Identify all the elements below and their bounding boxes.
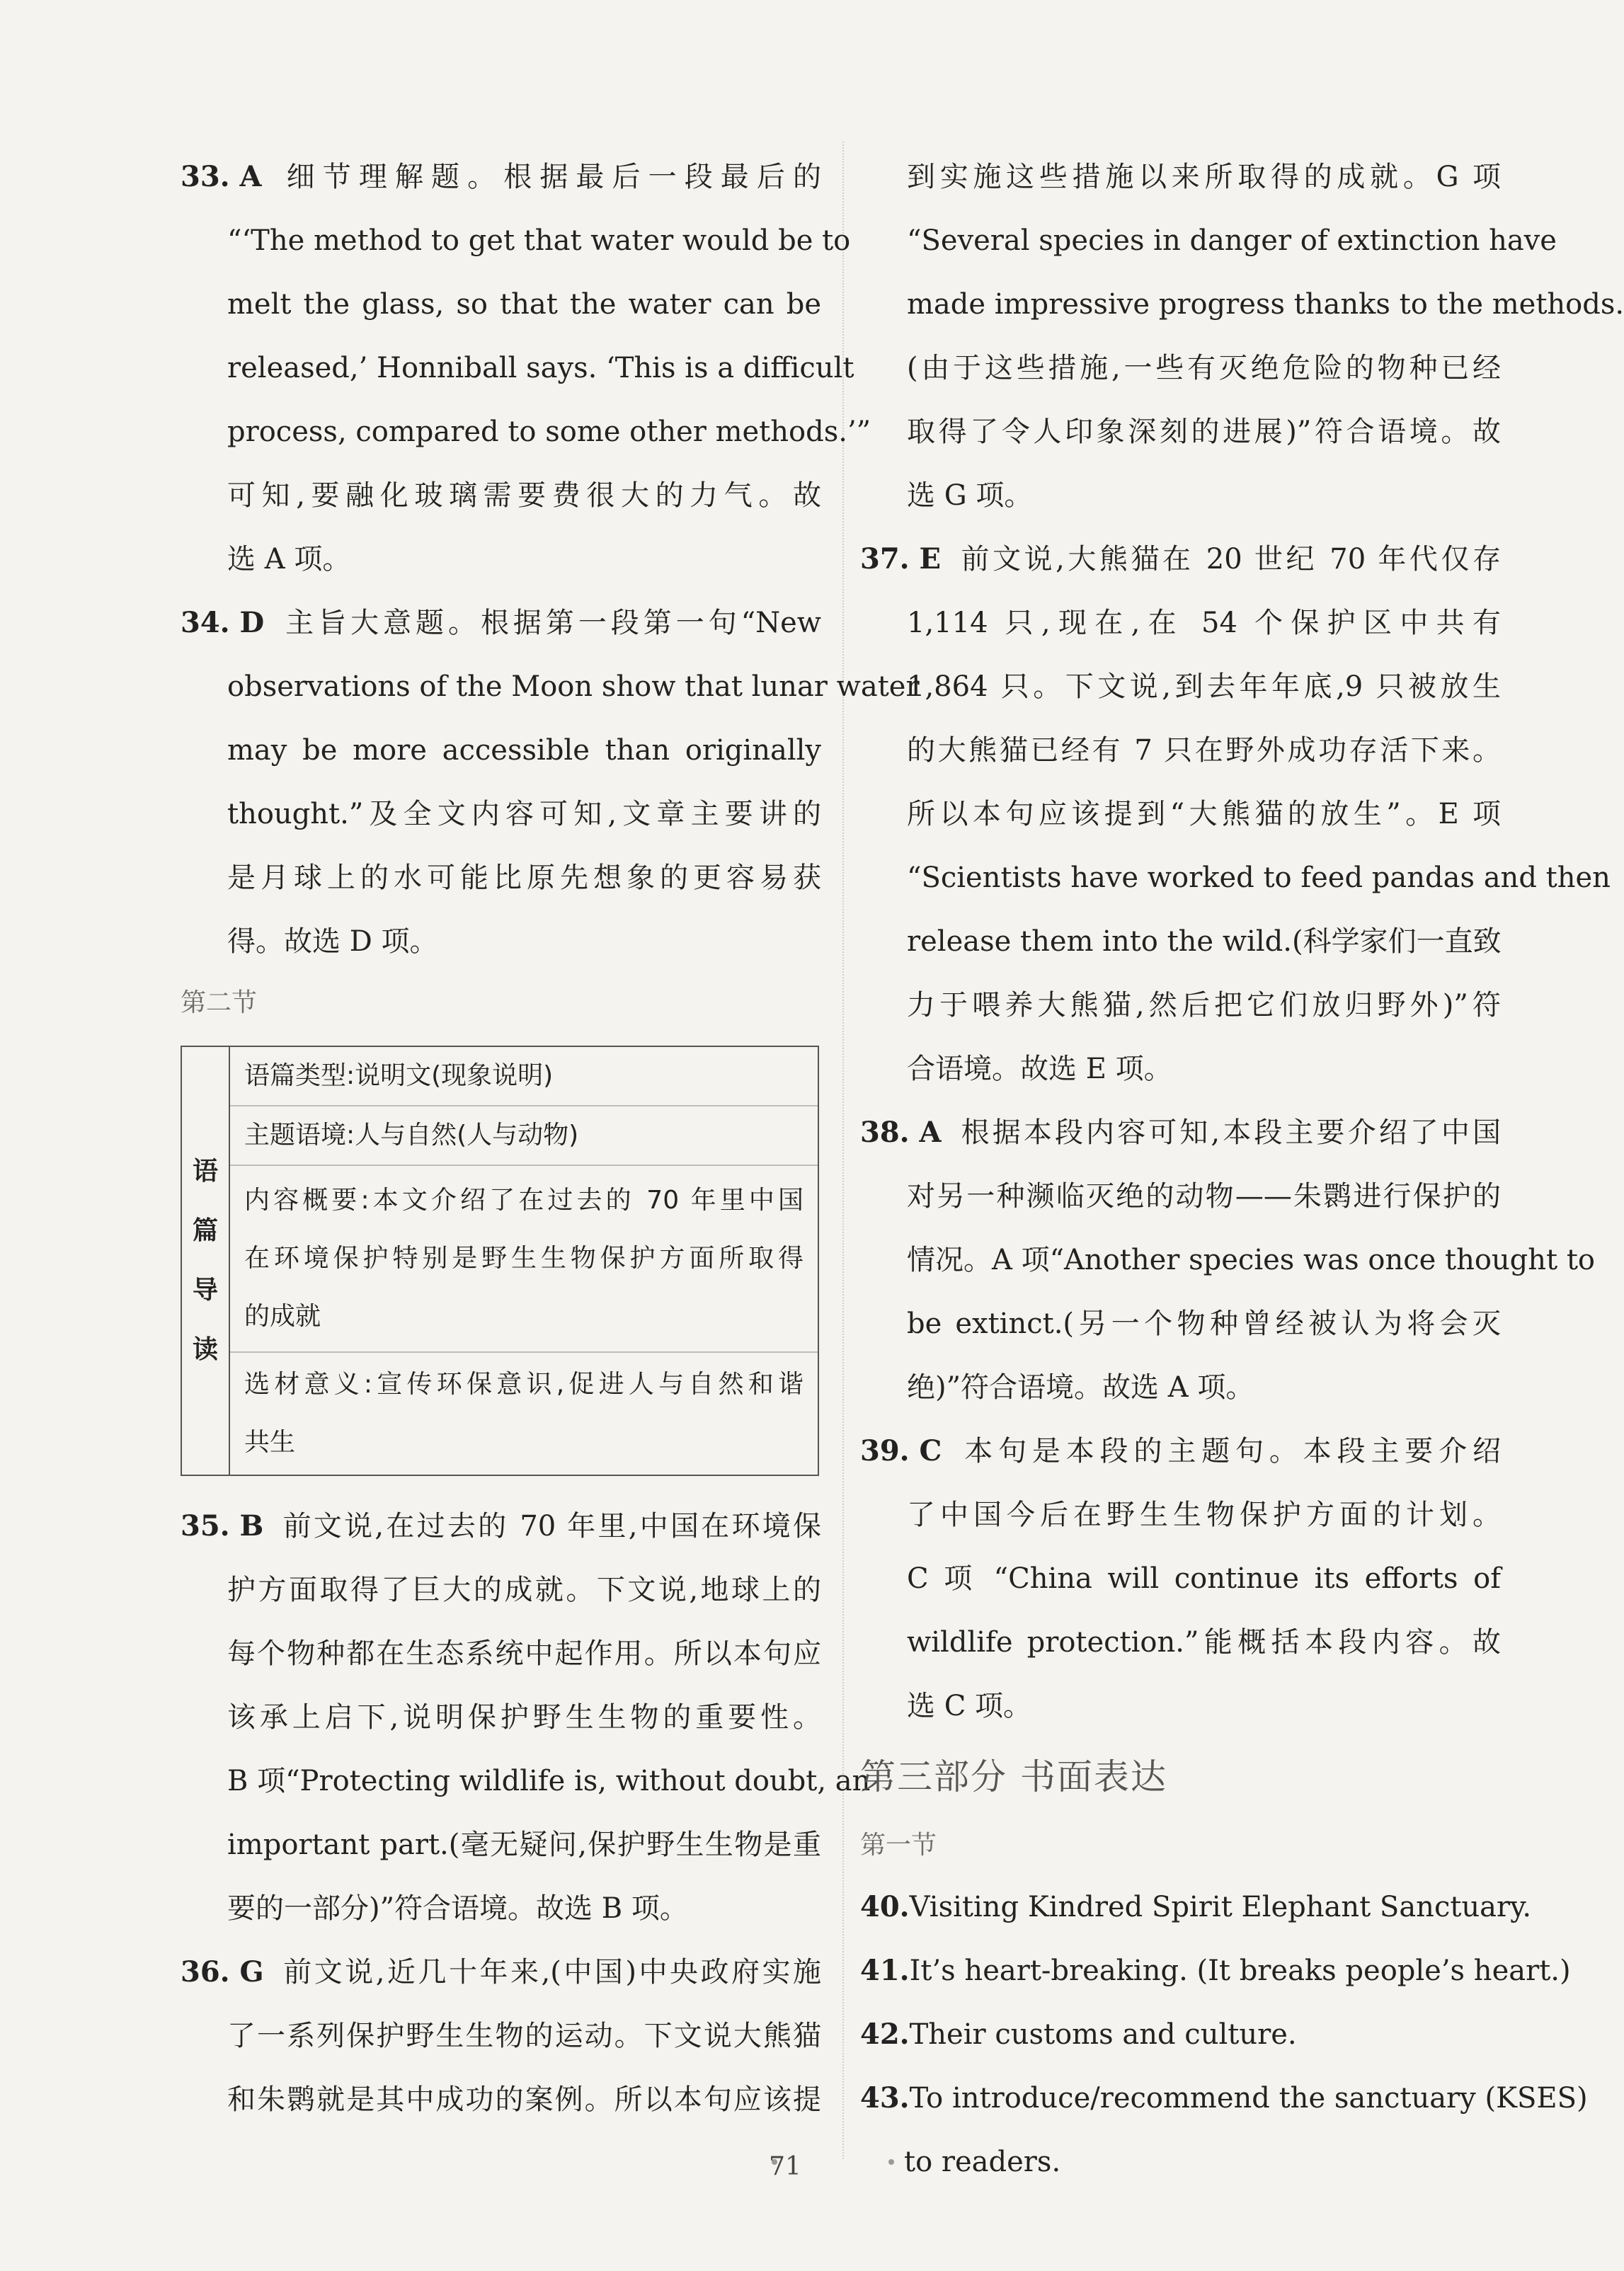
section-heading-2: 第二节 [181, 988, 258, 1017]
answer-36: 36. G 前文说,近几十年来,(中国)中央政府实施 了一系列保护野生生物的运动。下文说大熊猫 和朱鹮就是其中成功的案例。所以本句应该提 [181, 1955, 821, 2116]
answer-39: 39. C 本句是本段的主题句。本段主要介绍 了中国今后在野生生物保护方面的计划。 C 项 “China will continue its efforts of wildlife protection.”能概括本段内容。故 选 C 项。 [860, 1434, 1501, 1722]
reading-guide-table [181, 1046, 819, 1476]
answer-36-continued: 到实施这些措施以来所取得的成就。G 项 “Several species in danger of extinction have made impressive progress thanks to the methods. (由于这些措施,一些有灭绝危险的物种已经 取得了令人印象深刻的进展)”符合语境。故 选 G 项。 [907, 161, 1624, 512]
guide-row-summary: 内容概要:本文介绍了在过去的 70 年里中国 在环境保护特别是野生生物保护方面所取得 的成就 [230, 1166, 818, 1353]
answer-43: 43.To introduce/recommend the sanctuary (KSES) [860, 2081, 1588, 2115]
guide-row-type: 语篇类型:说明文(现象说明) [230, 1047, 818, 1106]
answer-34: 34. D 主旨大意题。根据第一段第一句“New observations of the Moon show that lunar water may be more accessible than originally thought.”及全文内容可知,文章主要讲的 是月球上的水可能比原先想象的更容易获 得。故选 D 项。 [181, 606, 920, 958]
guide-row-theme: 主题语境:人与自然(人与动物) [230, 1106, 818, 1166]
guide-row-significance: 选材意义:宣传环保意识,促进人与自然和谐 共生 [244, 1370, 804, 1457]
page-number: 71 [769, 2152, 801, 2181]
answer-40: 40.Visiting Kindred Spirit Elephant Sanctuary. [860, 1890, 1532, 1923]
writing-answers: 40.Visiting Kindred Spirit Elephant Sanctuary. 41.It’s heart-breaking. (It breaks people’s heart.) 42.Their customs and culture. 43.To introduce/recommend the sanctuary (KSES) to readers. [860, 1875, 1501, 2194]
section-heading-1: 第一节 [860, 1831, 937, 1860]
right-column [860, 145, 1624, 2194]
answer-37: 37. E 前文说,大熊猫在 20 世纪 70 年代仅存 1,114 只,现在,在 54 个保护区中共有 1,864 只。下文说,到去年年底,9 只被放生 的大熊猫已经有 7 只在野外成功存活下来。 所以本句应该提到“大熊猫的放生”。E 项 “Scientists have worked to feed pandas and then release them into the wild.(科学家们一直致 力于喂养大熊猫,然后把它们放归野外)”符 合语境。故选 E 项。 [860, 542, 1611, 1085]
answer-33: 33. A 细节理解题。根据最后一段最后的 “‘The method to get that water would be to melt the glass, so that the water can be released,’ Honniball says. ‘This is a difficult process, compared to some other methods.’” 可知,要融化玻璃需要费很大的力气。故 选 A 项。 [181, 160, 871, 576]
part-three-title: 第三部分 书面表达 [860, 1756, 1167, 1797]
answer-38: 38. A 根据本段内容可知,本段主要介绍了中国 对另一种濒临灭绝的动物——朱鹮进行保护的 情况。A 项“Another species was once thought to be extinct.(另一个物种曾经被认为将会灭 绝)”符合语境。故选 A 项。 [860, 1116, 1595, 1404]
guide-label: 语 篇 导 读 [182, 1047, 230, 1475]
page-dot-right [888, 2159, 894, 2165]
answer-41: 41.It’s heart-breaking. (It breaks people’s heart.) [860, 1954, 1571, 1987]
answer-42: 42.Their customs and culture. [860, 2018, 1297, 2051]
answer-35: 35. B 前文说,在过去的 70 年里,中国在环境保 护方面取得了巨大的成就。下文说,地球上的 每个物种都在生态系统中起作用。所以本句应 该承上启下,说明保护野生生物的重要性。 B 项“Protecting wildlife is, without doubt, an important part.(毫无疑问,保护野生生物是重 要的一部分)”符合语境。故选 B 项。 [181, 1509, 871, 1925]
